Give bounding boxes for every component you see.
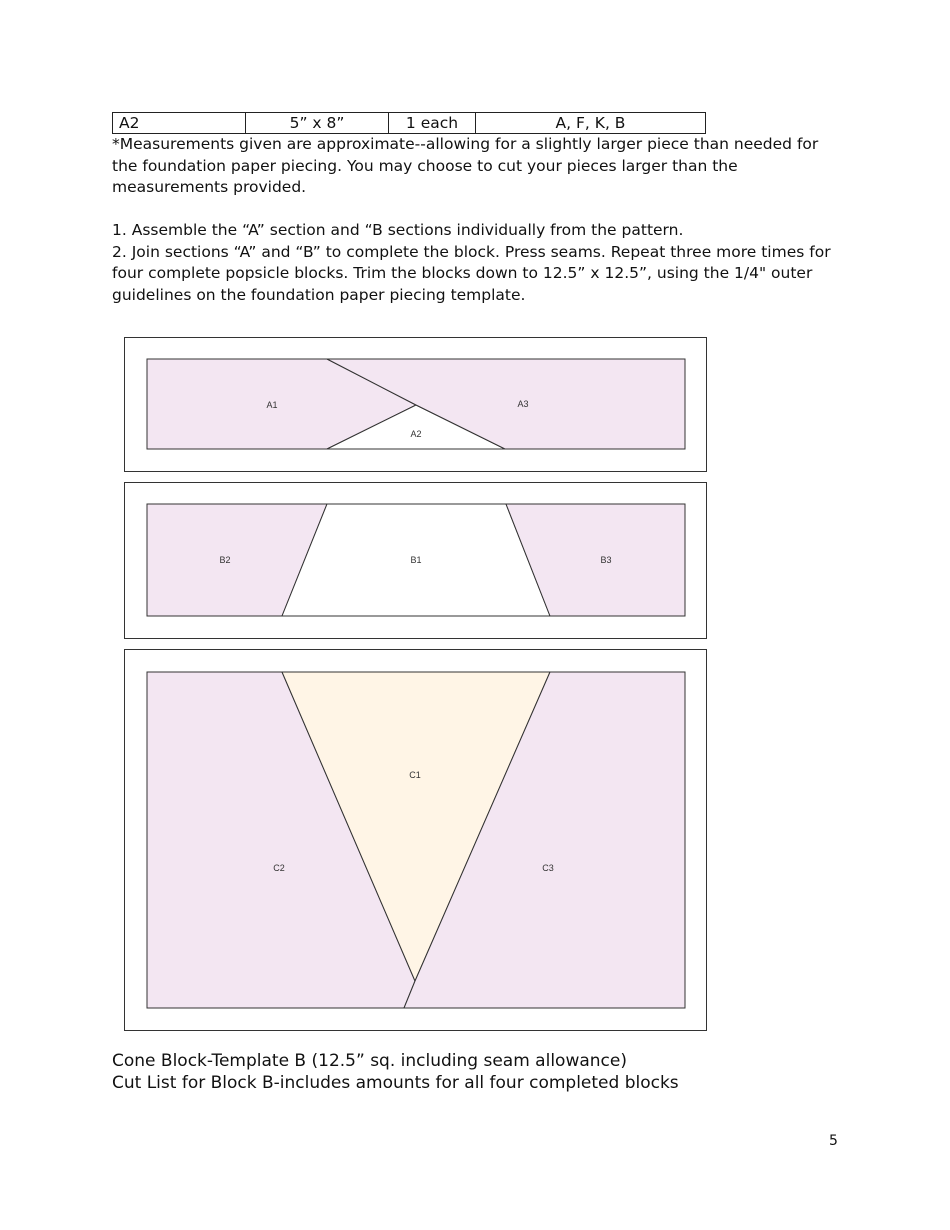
- size-cell: 5” x 8”: [246, 113, 389, 134]
- section-c-drawing: [125, 650, 706, 1030]
- label-c2: C2: [273, 863, 285, 873]
- table-row: [113, 113, 706, 134]
- label-a2: A2: [410, 429, 422, 439]
- step-1: 1. Assemble the “A” section and “B sections individually from the pattern.: [112, 221, 684, 239]
- instructions: [112, 220, 842, 306]
- label-c3: C3: [542, 863, 554, 873]
- label-a1: A1: [266, 400, 278, 410]
- template-section-c: [124, 649, 707, 1031]
- measurement-note: *Measurements given are approximate--allowing for a slightly larger piece than needed for the foundation paper piecing. You may choose to cut your pieces larger than the measurements provided.: [112, 135, 819, 196]
- label-b3: B3: [600, 555, 612, 565]
- template-section-b: [124, 482, 707, 639]
- step-2: 2. Join sections “A” and “B” to complete the block. Press seams. Repeat three more times for four complete popsicle blocks. Trim the blocks down to 12.5” x 12.5”, using the 1/4" outer guidelines on the foundation paper piecing template.: [112, 242, 831, 304]
- section-a-drawing: [125, 338, 706, 471]
- caption-title: Cone Block-Template B (12.5” sq. including seam allowance): [112, 1051, 627, 1071]
- label-b2: B2: [219, 555, 231, 565]
- fabrics-cell: A, F, K, B: [476, 113, 706, 134]
- template-caption: [112, 1050, 679, 1094]
- label-b1: B1: [410, 555, 422, 565]
- section-b-drawing: [125, 483, 706, 638]
- quantity-cell: 1 each: [389, 113, 476, 134]
- page-number: 5: [829, 1133, 838, 1149]
- template-section-a: [124, 337, 707, 472]
- piece-cell: A2: [113, 113, 246, 134]
- cut-list-table: [112, 112, 706, 134]
- label-c1: C1: [409, 770, 421, 780]
- label-a3: A3: [517, 399, 529, 409]
- caption-subtitle: Cut List for Block B-includes amounts for all four completed blocks: [112, 1073, 679, 1093]
